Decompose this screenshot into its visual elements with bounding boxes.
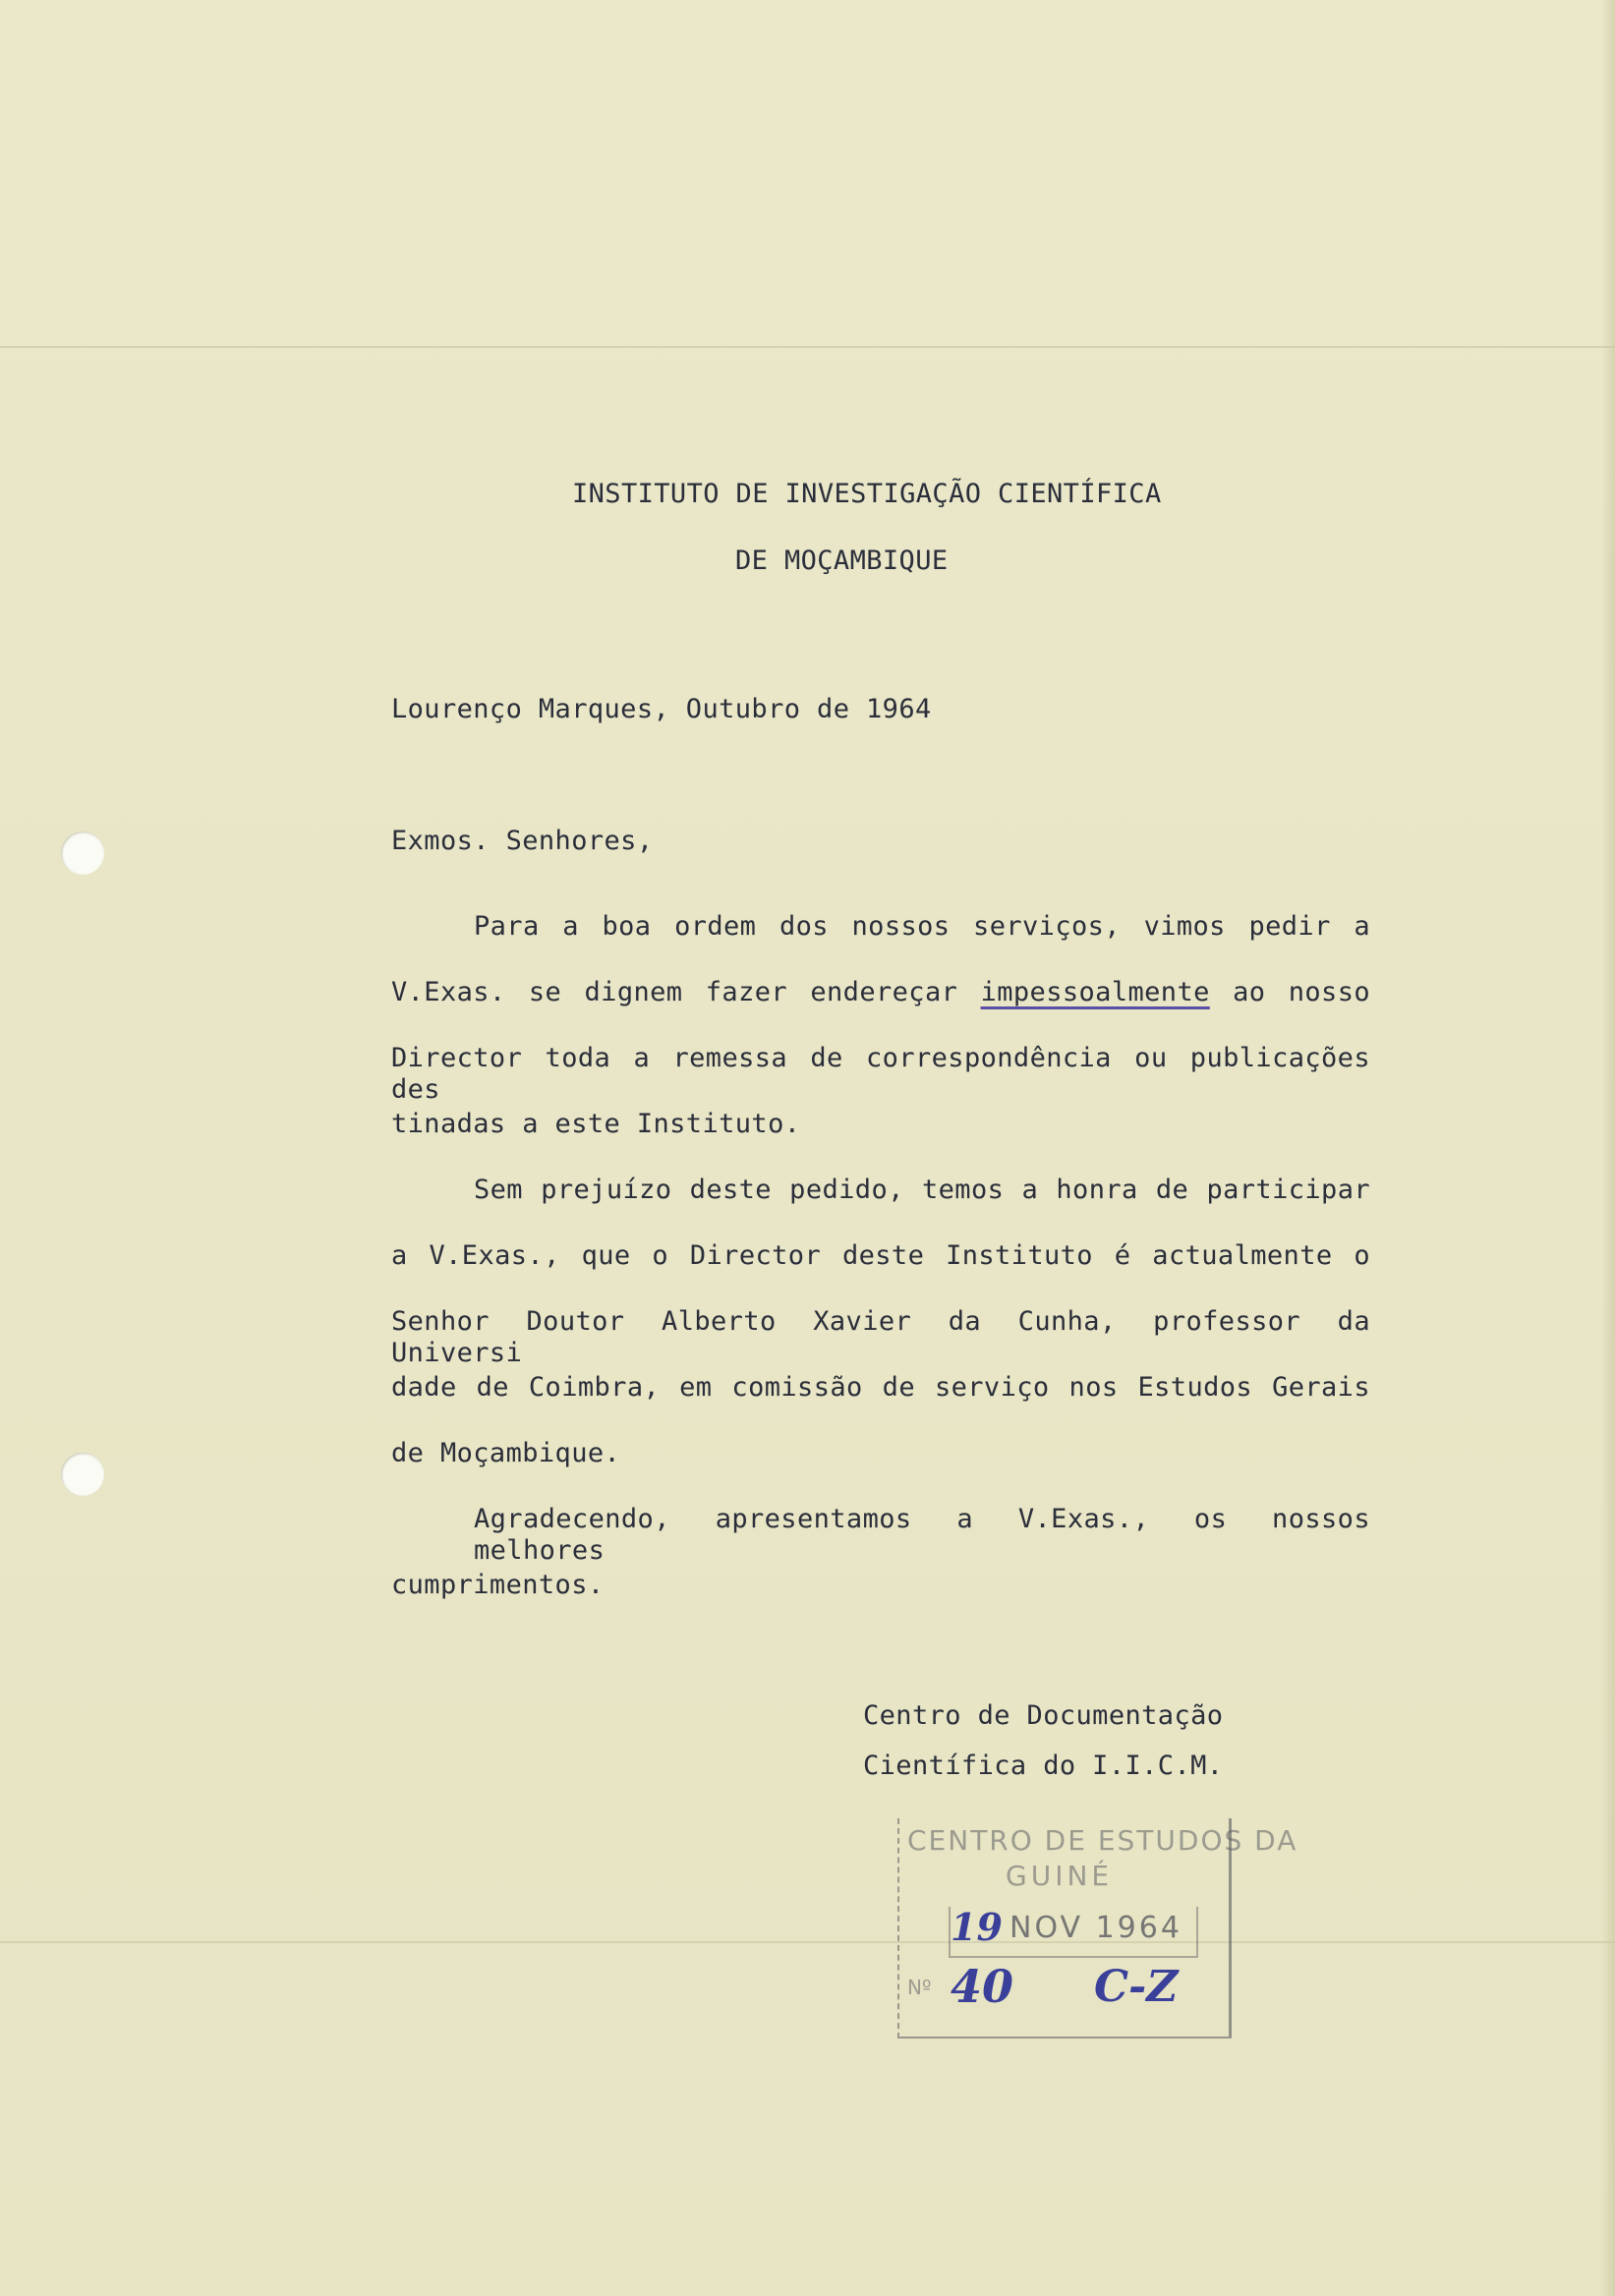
dateline: Lourenço Marques, Outubro de 1964 <box>391 694 932 724</box>
receipt-stamp <box>897 1818 1298 2038</box>
paper-edge <box>1601 0 1615 2296</box>
stamp-month-year: NOV 1964 <box>1009 1911 1182 1945</box>
signature-line-2: Científica do I.I.C.M. <box>863 1751 1224 1781</box>
stamp-handwritten-reference: C-Z <box>1094 1962 1179 2012</box>
punch-hole-icon <box>61 832 104 875</box>
paragraph-1-text: V.Exas. se dignem fazer endereçar <box>391 977 958 1007</box>
paragraph-3-line-1: Agradecendo, apresentamos a V.Exas., os nossos melhores <box>474 1504 1370 1566</box>
stamp-number-label: Nº <box>907 1976 932 1999</box>
paragraph-2-line-2: a V.Exas., que o Director deste Instituto é actualmente o <box>391 1240 1370 1271</box>
letterhead-line-2: DE MOÇAMBIQUE <box>735 545 949 576</box>
paragraph-2-line-4: dade de Coimbra, em comissão de serviço nos Estudos Gerais <box>391 1372 1370 1403</box>
signature-line-1: Centro de Documentação <box>863 1700 1224 1731</box>
paragraph-2-line-1: Sem prejuízo deste pedido, temos a honra de participar <box>474 1175 1370 1205</box>
paragraph-1-line-3: Director toda a remessa de correspondência ou publicações des <box>391 1043 1370 1105</box>
stamp-header-2: GUINÉ <box>1006 1860 1114 1892</box>
paragraph-1-line-2 <box>391 977 1370 1008</box>
paper-fold-line <box>0 346 1615 348</box>
stamp-handwritten-number: 40 <box>951 1960 1014 2013</box>
stamp-day: 19 <box>951 1905 1003 1949</box>
paragraph-2-line-3: Senhor Doutor Alberto Xavier da Cunha, professor da Universi <box>391 1306 1370 1368</box>
paper-fold-line <box>0 1941 1615 1943</box>
letterhead-line-1: INSTITUTO DE INVESTIGAÇÃO CIENTÍFICA <box>572 479 1162 509</box>
salutation: Exmos. Senhores, <box>391 826 654 856</box>
paragraph-2-line-5: de Moçambique. <box>391 1438 621 1468</box>
paragraph-1-line-1: Para a boa ordem dos nossos serviços, vimos pedir a <box>474 911 1370 942</box>
punch-hole-icon <box>61 1453 104 1496</box>
paragraph-1-line-4: tinadas a este Instituto. <box>391 1109 801 1139</box>
underlined-word: impessoalmente <box>980 977 1210 1007</box>
paragraph-3-line-2: cumprimentos. <box>391 1570 605 1600</box>
stamp-header-1: CENTRO DE ESTUDOS DA <box>907 1824 1298 1857</box>
paragraph-1-text: ao nosso <box>1233 977 1371 1007</box>
